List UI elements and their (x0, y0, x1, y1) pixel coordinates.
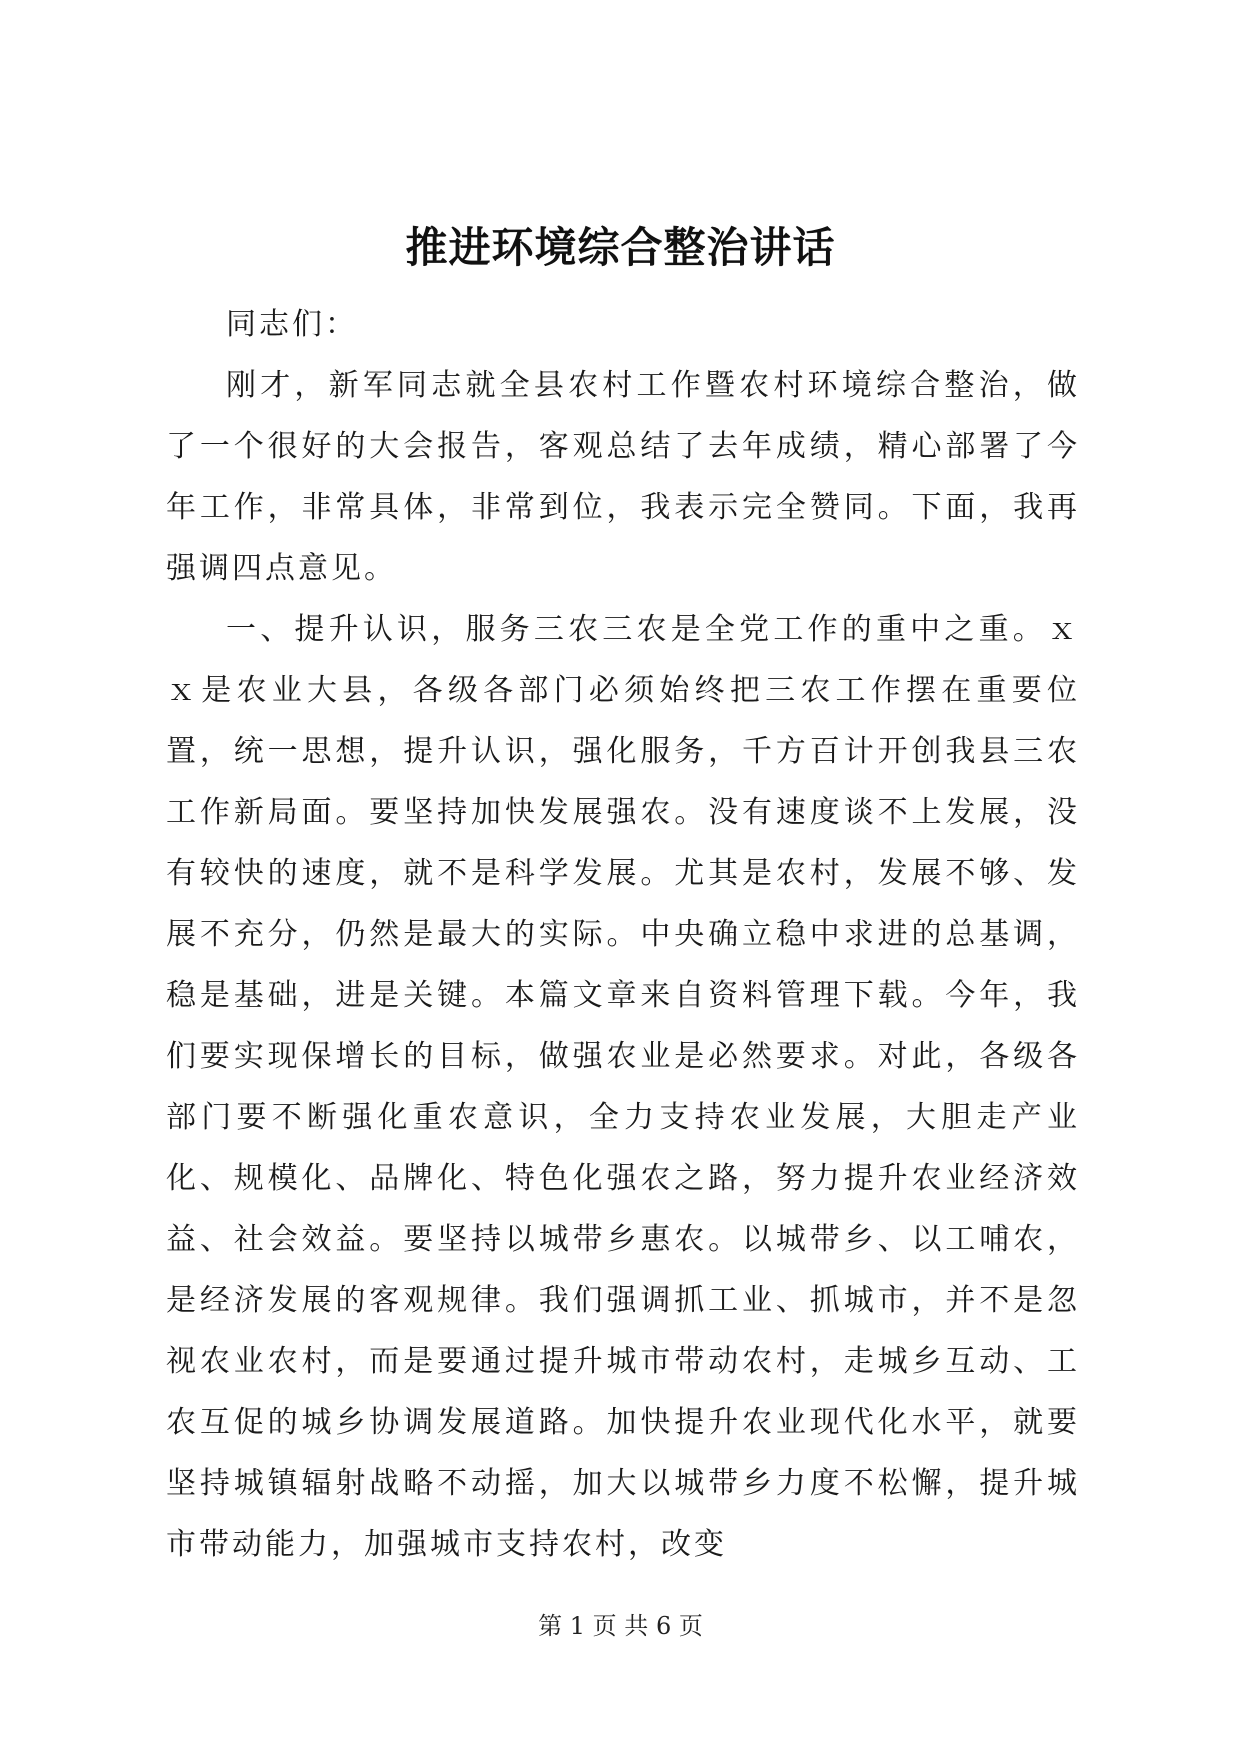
page-footer: 第 1 页 共 6 页 (538, 1612, 703, 1640)
intro-paragraph: 刚才，新军同志就全县农村工作暨农村环境综合整治，做了一个很好的大会报告，客观总结了去年成绩，精心部署了今年工作，非常具体，非常到位，我表示完全赞同。下面，我再强调四点意见。 (166, 368, 1080, 586)
salutation-paragraph: 同志们： (226, 307, 358, 342)
section-one-paragraph: 一、提升认识，服务三农三农是全党工作的重中之重。ｘｘ是农业大县，各级各部门必须始终把三农工作摆在重要位置，统一思想，提升认识，强化服务，千方百计开创我县三农工作新局面。要坚持加快发展强农。没有速度谈不上发展，没有较快的速度，就不是科学发展。尤其是农村，发展不够、发展不充分，仍然是最大的实际。中央确立稳中求进的总基调，稳是基础，进是关键。本篇文章来自资料管理下载。今年，我们要实现保增长的目标，做强农业是必然要求。对此，各级各部门要不断强化重农意识，全力支持农业发展，大胆走产业化、规模化、品牌化、特色化强农之路，努力提升农业经济效益、社会效益。要坚持以城带乡惠农。以城带乡、以工哺农，是经济发展的客观规律。我们强调抓工业、抓城市，并不是忽视农业农村，而是要通过提升城市带动农村，走城乡互动、工农互促的城乡协调发展道路。加快提升农业现代化水平，就要坚持城镇辐射战略不动摇，加大以城带乡力度不松懈，提升城市带动能力，加强城市支持农村，改变 (166, 612, 1080, 1562)
document-body (166, 294, 1080, 1575)
document-title: 推进环境综合整治讲话 (405, 223, 836, 272)
